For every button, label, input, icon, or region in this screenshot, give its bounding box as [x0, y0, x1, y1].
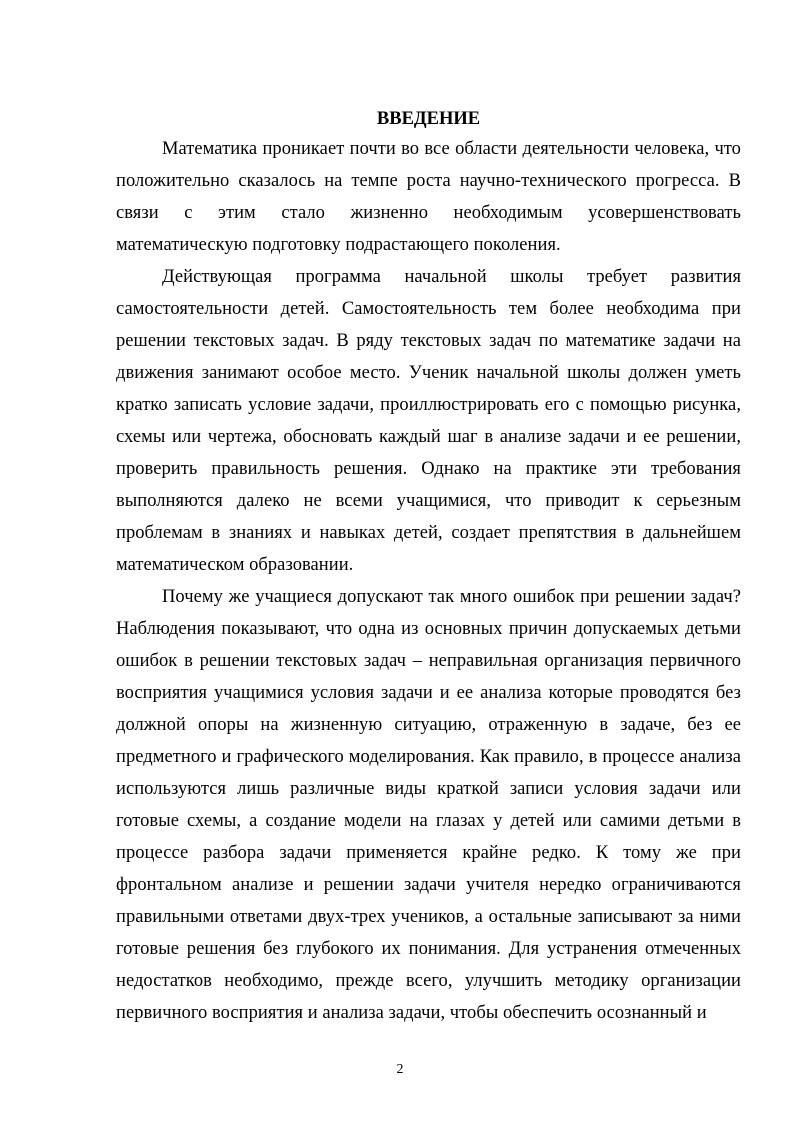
paragraph-1: Математика проникает почти во все области деятельности человека, что положительно сказалось на темпе роста научно-технического прогресса. В связи с этим стало жизненно необходимым усовершенствовать математическую подготовку подрастающего поколения.	[116, 139, 741, 255]
document-page	[116, 108, 741, 1029]
page-number: 2	[396, 1062, 404, 1077]
paragraph-3: Почему же учащиеся допускают так много ошибок при решении задач? Наблюдения показывают, что одна из основных причин допускаемых детьми ошибок в решении текстовых задач – неправильная организация первичного восприятия учащимися условия задачи и ее анализа которые проводятся без должной опоры на жизненную ситуацию, отраженную в задаче, без ее предметного и графического моделирования. Как правило, в процессе анализа используются лишь различные виды краткой записи условия задачи или готовые схемы, а создание модели на глазах у детей или самими детьми в процессе разбора задачи применяется крайне редко. К тому же при фронтальном анализе и решении задачи учителя нередко ограничиваются правильными ответами двух-трех учеников, а остальные записывают за ними готовые решения без глубокого их понимания. Для устранения отмеченных недостатков необходимо, прежде всего, улучшить методику организации первичного восприятия и анализа задачи, чтобы обеспечить осознанный и	[116, 587, 741, 1023]
page-title: ВВЕДЕНИЕ	[376, 109, 481, 129]
paragraph-2: Действующая программа начальной школы требует развития самостоятельности детей. Самостоятельность тем более необходима при решении текстовых задач. В ряду текстовых задач по математике задачи на движения занимают особое место. Ученик начальной школы должен уметь кратко записать условие задачи, проиллюстрировать его с помощью рисунка, схемы или чертежа, обосновать каждый шаг в анализе задачи и ее решении, проверить правильность решения. Однако на практике эти требования выполняются далеко не всеми учащимися, что приводит к серьезным проблемам в знаниях и навыках детей, создает препятствия в дальнейшем математическом образовании.	[116, 267, 741, 575]
